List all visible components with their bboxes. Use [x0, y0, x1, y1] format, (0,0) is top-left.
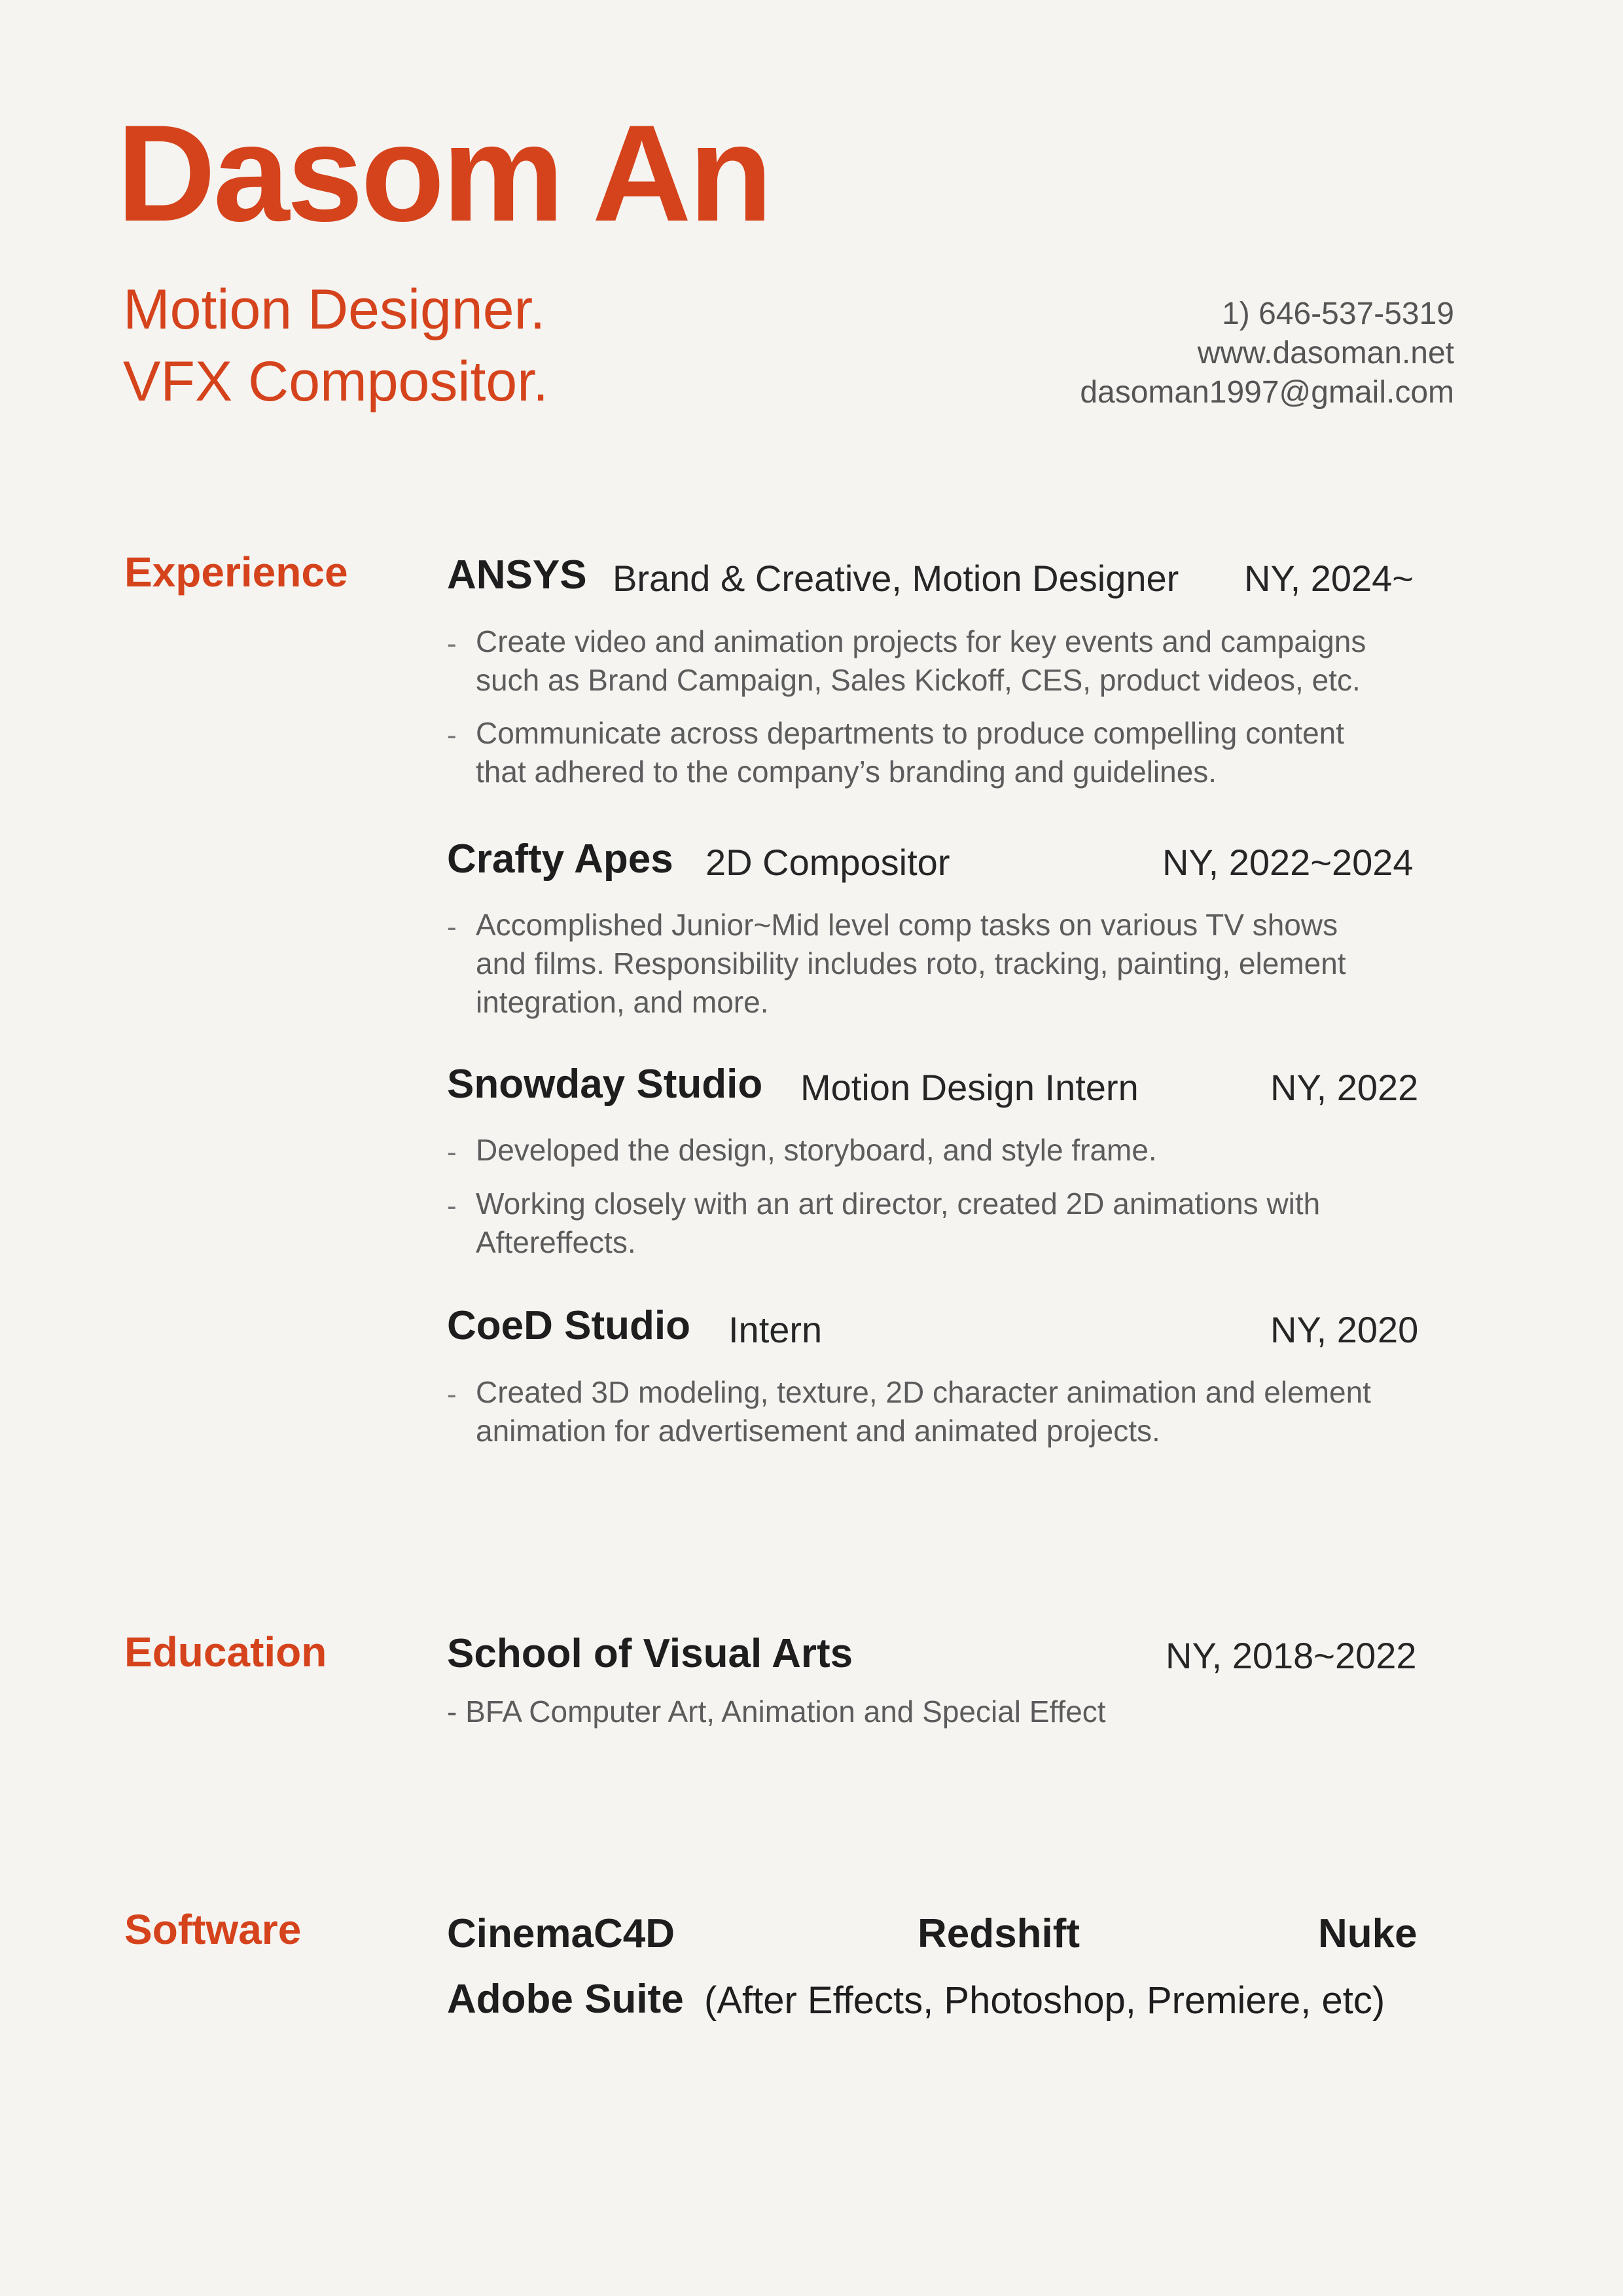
- job-company: ANSYS: [447, 552, 587, 598]
- job-company: Crafty Apes: [447, 836, 673, 882]
- role-line-1: Motion Designer.: [123, 278, 546, 341]
- bullet-text: integration, and more.: [476, 985, 769, 1019]
- bullet-dash: -: [447, 911, 457, 943]
- bullet-text: Aftereffects.: [476, 1225, 636, 1259]
- job-location: NY, 2022~2024: [1162, 842, 1414, 883]
- job-location: NY, 2024~: [1244, 558, 1414, 599]
- contact-phone: 1) 646-537-5319: [1222, 296, 1454, 331]
- job-role: Brand & Creative, Motion Designer: [613, 558, 1179, 599]
- bullet-text: Create video and animation projects for key events and campaigns: [476, 624, 1366, 658]
- job-role: Motion Design Intern: [800, 1067, 1139, 1108]
- bullet-text: Accomplished Junior~Mid level comp tasks on various TV shows: [476, 908, 1338, 942]
- experience-section-title: Experience: [124, 548, 348, 596]
- education-detail: - BFA Computer Art, Animation and Special Effect: [447, 1695, 1106, 1729]
- education-location: NY, 2018~2022: [1166, 1635, 1417, 1676]
- bullet-dash: -: [447, 1190, 457, 1222]
- bullet-text: Created 3D modeling, texture, 2D character animation and element: [476, 1375, 1371, 1409]
- bullet-dash: -: [447, 628, 457, 660]
- job-company: Snowday Studio: [447, 1062, 763, 1107]
- name-heading: Dasom An: [116, 96, 770, 250]
- bullet-text: and films. Responsibility includes roto, tracking, painting, element: [476, 946, 1346, 980]
- bullet-text: Developed the design, storyboard, and style frame.: [476, 1133, 1157, 1167]
- software-item: Redshift: [918, 1911, 1080, 1956]
- education-school: School of Visual Arts: [447, 1631, 853, 1676]
- job-location: NY, 2020: [1270, 1309, 1419, 1350]
- job-role: 2D Compositor: [705, 842, 950, 883]
- job-role: Intern: [728, 1309, 823, 1350]
- software-item: CinemaC4D: [447, 1911, 675, 1956]
- education-section-title: Education: [124, 1628, 327, 1676]
- software-section-title: Software: [124, 1906, 302, 1953]
- bullet-text: that adhered to the company’s branding and guidelines.: [476, 755, 1217, 789]
- bullet-text: Working closely with an art director, created 2D animations with: [476, 1187, 1321, 1221]
- bullet-text: Communicate across departments to produce compelling content: [476, 716, 1345, 750]
- bullet-dash: -: [447, 719, 457, 751]
- role-line-2: VFX Compositor.: [123, 350, 548, 413]
- bullet-text: animation for advertisement and animated projects.: [476, 1414, 1160, 1448]
- software-item: Nuke: [1318, 1911, 1418, 1956]
- job-company: CoeD Studio: [447, 1303, 690, 1348]
- job-location: NY, 2022: [1270, 1067, 1419, 1108]
- contact-website[interactable]: www.dasoman.net: [1197, 336, 1454, 370]
- bullet-dash: -: [447, 1136, 457, 1168]
- software-suite: Adobe Suite: [447, 1977, 684, 2022]
- bullet-text: such as Brand Campaign, Sales Kickoff, CES, product videos, etc.: [476, 663, 1361, 697]
- bullet-dash: -: [447, 1378, 457, 1410]
- contact-email[interactable]: dasoman1997@gmail.com: [1080, 375, 1454, 410]
- software-suite-note: (After Effects, Photoshop, Premiere, etc): [704, 1979, 1385, 2022]
